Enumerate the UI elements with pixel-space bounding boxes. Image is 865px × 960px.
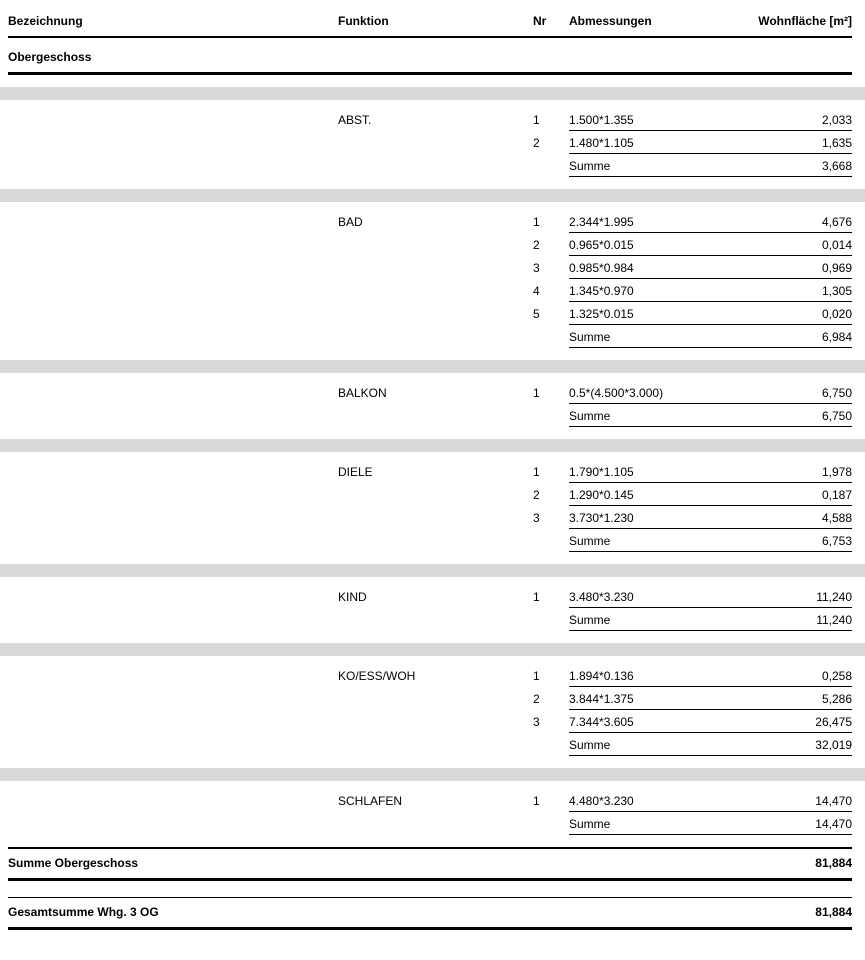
funktion-cell: DIELE — [338, 465, 373, 479]
abmessungen-cell: 1.894*0.136 — [569, 669, 634, 683]
group-separator-bar — [0, 439, 865, 452]
dimension-area-cells — [569, 465, 852, 483]
group-separator-bar — [0, 360, 865, 373]
nr-cell: 3 — [533, 261, 540, 275]
wohnflaeche-cell: 0,969 — [821, 261, 852, 275]
summe-cells — [569, 534, 852, 552]
funktion-cell: KO/ESS/WOH — [338, 669, 416, 683]
summe-cells — [569, 409, 852, 427]
room-group-ko-ess-woh — [8, 664, 852, 756]
wohnflaeche-cell: 11,240 — [816, 590, 852, 604]
groups-container — [0, 87, 865, 835]
dimension-area-cells — [569, 307, 852, 325]
nr-cell: 3 — [533, 715, 540, 729]
group-separator-bar — [0, 189, 865, 202]
nr-cell: 1 — [533, 590, 540, 604]
measurement-row — [8, 302, 852, 325]
abmessungen-cell: 1.345*0.970 — [569, 284, 634, 298]
abmessungen-cell: 2.344*1.995 — [569, 215, 634, 229]
measurement-row — [8, 256, 852, 279]
abmessungen-cell: 1.500*1.355 — [569, 113, 634, 127]
abmessungen-cell: 1.790*1.105 — [569, 465, 634, 479]
dimension-area-cells — [569, 692, 852, 710]
dimension-area-cells — [569, 715, 852, 733]
abmessungen-cell: 3.844*1.375 — [569, 692, 634, 706]
abmessungen-cell: 0.965*0.015 — [569, 238, 634, 252]
nr-cell: 2 — [533, 136, 540, 150]
section-total-value: 81,884 — [815, 856, 852, 870]
summe-cells — [569, 613, 852, 631]
funktion-cell: ABST. — [338, 113, 372, 127]
measurement-row — [8, 506, 852, 529]
dimension-area-cells — [569, 215, 852, 233]
section-total-label: Summe Obergeschoss — [8, 856, 139, 870]
table-header-row — [8, 14, 852, 38]
wohnflaeche-cell: 4,588 — [821, 511, 852, 525]
summe-row — [8, 529, 852, 552]
measurement-row — [8, 789, 852, 812]
dimension-area-cells — [569, 386, 852, 404]
summe-label: Summe — [569, 534, 611, 548]
summe-cells — [569, 738, 852, 756]
summe-cells — [569, 159, 852, 177]
wohnflaeche-cell: 1,305 — [821, 284, 852, 298]
room-group-kind — [8, 585, 852, 631]
wohnflaeche-cell: 1,635 — [821, 136, 852, 150]
nr-cell: 5 — [533, 307, 540, 321]
funktion-cell: BAD — [338, 215, 363, 229]
dimension-area-cells — [569, 794, 852, 812]
abmessungen-cell: 3.480*3.230 — [569, 590, 634, 604]
summe-label: Summe — [569, 330, 611, 344]
column-header-nr: Nr — [533, 14, 547, 28]
nr-cell: 1 — [533, 794, 540, 808]
measurement-row — [8, 460, 852, 483]
wohnflaeche-cell: 2,033 — [821, 113, 852, 127]
measurement-row — [8, 687, 852, 710]
measurement-row — [8, 381, 852, 404]
summe-row — [8, 154, 852, 177]
wohnflaeche-cell: 1,978 — [821, 465, 852, 479]
funktion-cell: KIND — [338, 590, 367, 604]
dimension-area-cells — [569, 136, 852, 154]
room-group-schlafen — [8, 789, 852, 835]
nr-cell: 2 — [533, 692, 540, 706]
measurement-row — [8, 279, 852, 302]
summe-value: 32,019 — [815, 738, 852, 752]
summe-row — [8, 608, 852, 631]
nr-cell: 1 — [533, 113, 540, 127]
summe-label: Summe — [569, 817, 611, 831]
summe-value: 11,240 — [816, 613, 852, 627]
summe-row — [8, 812, 852, 835]
dimension-area-cells — [569, 238, 852, 256]
dimension-area-cells — [569, 261, 852, 279]
nr-cell: 2 — [533, 238, 540, 252]
abmessungen-cell: 1.480*1.105 — [569, 136, 634, 150]
room-group-balkon — [8, 381, 852, 427]
summe-row — [8, 325, 852, 348]
group-separator-bar — [0, 768, 865, 781]
summe-row — [8, 733, 852, 756]
summe-label: Summe — [569, 159, 611, 173]
dimension-area-cells — [569, 511, 852, 529]
summe-label: Summe — [569, 738, 611, 752]
measurement-row — [8, 585, 852, 608]
room-group-bad — [8, 210, 852, 348]
nr-cell: 3 — [533, 511, 540, 525]
column-header-funktion: Funktion — [338, 14, 389, 28]
nr-cell: 1 — [533, 669, 540, 683]
room-group-abst — [8, 108, 852, 177]
dimension-area-cells — [569, 284, 852, 302]
summe-value: 6,753 — [821, 534, 852, 548]
abmessungen-cell: 4.480*3.230 — [569, 794, 634, 808]
group-separator-bar — [0, 564, 865, 577]
abmessungen-cell: 1.290*0.145 — [569, 488, 634, 502]
wohnflaeche-cell: 5,286 — [821, 692, 852, 706]
funktion-cell: SCHLAFEN — [338, 794, 403, 808]
measurement-row — [8, 664, 852, 687]
section-header-row — [8, 38, 852, 75]
wohnflaeche-cell: 0,020 — [821, 307, 852, 321]
wohnflaeche-cell: 4,676 — [821, 215, 852, 229]
summe-value: 3,668 — [821, 159, 852, 173]
column-header-abmessungen: Abmessungen — [569, 14, 652, 28]
wohnflaeche-cell: 0,258 — [821, 669, 852, 683]
dimension-area-cells — [569, 113, 852, 131]
nr-cell: 1 — [533, 465, 540, 479]
dimension-area-cells — [569, 669, 852, 687]
wohnflaeche-cell: 6,750 — [821, 386, 852, 400]
dimension-area-cells — [569, 590, 852, 608]
wohnflaeche-cell: 26,475 — [815, 715, 852, 729]
wohnflaeche-cell: 14,470 — [815, 794, 852, 808]
funktion-cell: BALKON — [338, 386, 387, 400]
summe-cells — [569, 330, 852, 348]
abmessungen-cell: 3.730*1.230 — [569, 511, 634, 525]
wohnflaeche-cell: 0,187 — [821, 488, 852, 502]
measurement-row — [8, 233, 852, 256]
abmessungen-cell: 0.5*(4.500*3.000) — [569, 386, 664, 400]
column-header-wohnflaeche: Wohnfläche [m²] — [758, 14, 852, 28]
measurement-row — [8, 131, 852, 154]
dimension-area-cells — [569, 488, 852, 506]
grand-total-label: Gesamtsumme Whg. 3 OG — [8, 905, 159, 919]
nr-cell: 1 — [533, 386, 540, 400]
nr-cell: 1 — [533, 215, 540, 229]
measurement-row — [8, 483, 852, 506]
measurement-row — [8, 710, 852, 733]
nr-cell: 4 — [533, 284, 540, 298]
summe-row — [8, 404, 852, 427]
section-title: Obergeschoss — [8, 50, 92, 64]
wohnflaeche-cell: 0,014 — [821, 238, 852, 252]
abmessungen-cell: 7.344*3.605 — [569, 715, 634, 729]
column-header-bezeichnung: Bezeichnung — [8, 14, 83, 28]
summe-cells — [569, 817, 852, 835]
abmessungen-cell: 1.325*0.015 — [569, 307, 634, 321]
nr-cell: 2 — [533, 488, 540, 502]
abmessungen-cell: 0.985*0.984 — [569, 261, 634, 275]
section-total-row — [8, 847, 852, 881]
measurement-row — [8, 210, 852, 233]
summe-value: 14,470 — [815, 817, 852, 831]
measurement-row — [8, 108, 852, 131]
summe-label: Summe — [569, 613, 611, 627]
group-separator-bar — [0, 87, 865, 100]
summe-value: 6,984 — [821, 330, 852, 344]
room-group-diele — [8, 460, 852, 552]
grand-total-row — [8, 897, 852, 930]
summe-label: Summe — [569, 409, 611, 423]
summe-value: 6,750 — [821, 409, 852, 423]
group-separator-bar — [0, 643, 865, 656]
grand-total-value: 81,884 — [815, 905, 852, 919]
